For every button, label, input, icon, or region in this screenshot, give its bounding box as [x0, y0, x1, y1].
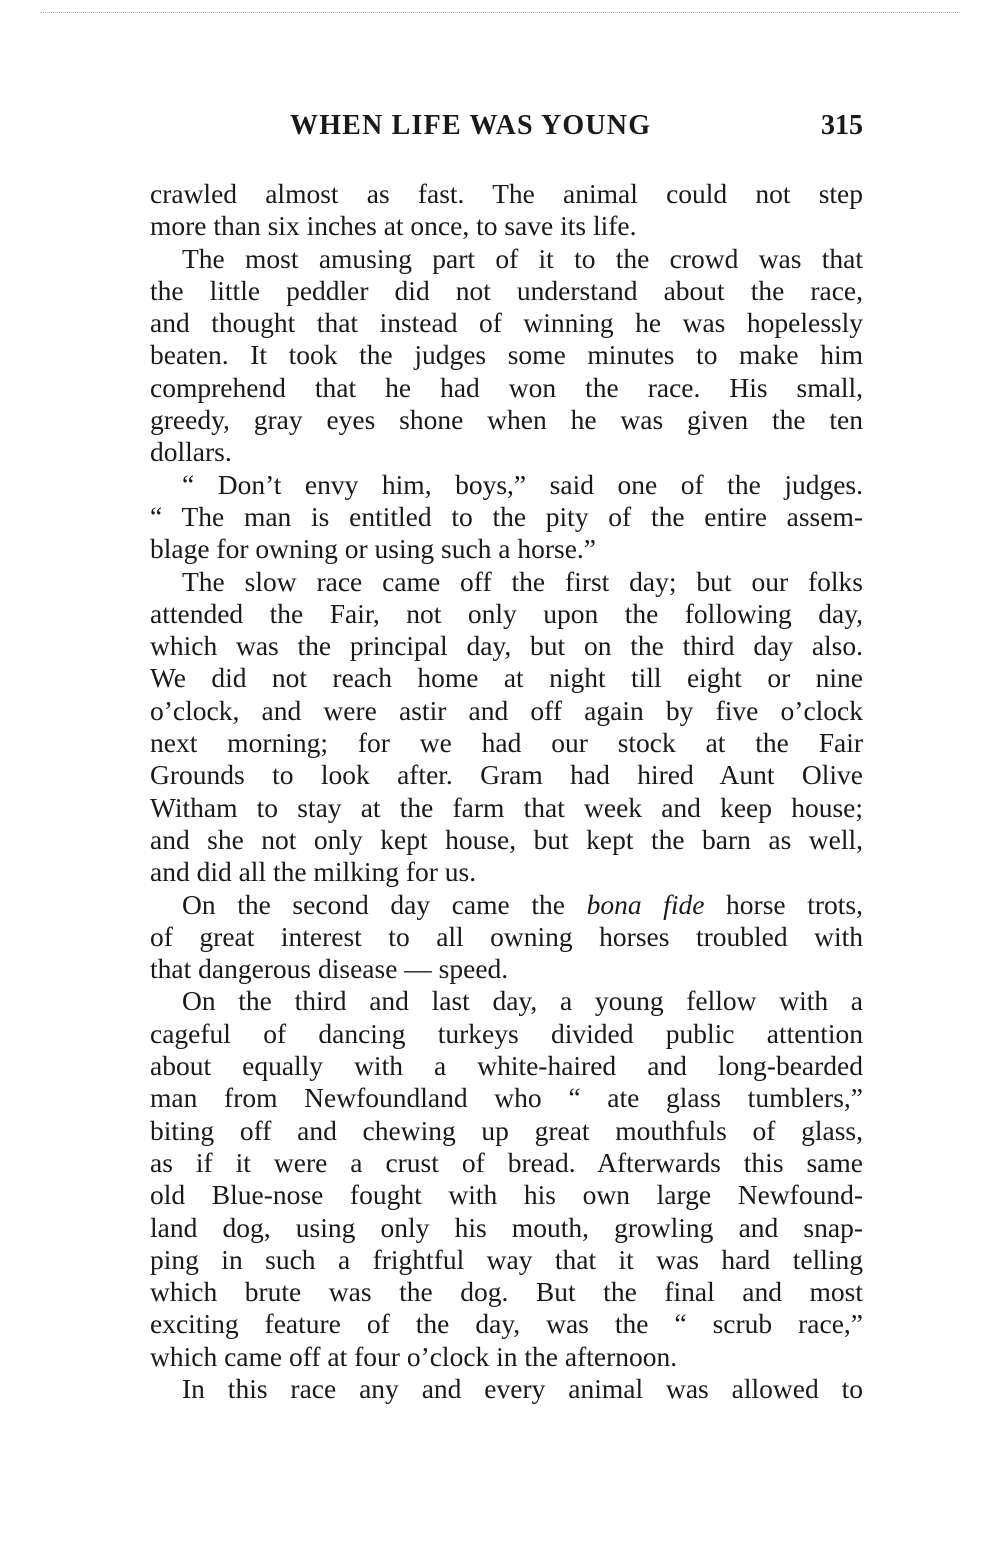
text-line: crawled almost as fast. The animal could not step	[150, 178, 863, 209]
text-line: The most amusing part of it to the crowd was that	[182, 242, 863, 274]
text-line: greedy, gray eyes shone when he was given the ten	[150, 404, 863, 436]
text-line: man from Newfoundland who “ ate glass tumblers,”	[150, 1082, 863, 1114]
text-line: “ The man is entitled to the pity of the entire assem-	[150, 500, 863, 532]
text-line: Grounds to look after. Gram had hired Aunt Olive	[150, 759, 863, 791]
text-line: of great interest to all owning horses troubled with	[150, 920, 863, 952]
text-line: that dangerous disease — speed.	[150, 953, 509, 985]
text-line: the little peddler did not understand about the race,	[150, 274, 863, 306]
running-head	[150, 106, 863, 146]
text-line: biting off and chewing up great mouthfuls of glass,	[150, 1114, 863, 1146]
text-line: and did all the milking for us.	[150, 856, 477, 888]
italic-phrase: bona fide	[586, 888, 705, 920]
text-line: ping in such a frightful way that it was hard telling	[150, 1243, 863, 1275]
text-line: o’clock, and were astir and off again by five o’clock	[150, 694, 863, 726]
text-line: which came off at four o’clock in the afternoon.	[150, 1340, 678, 1372]
page-top-edge	[40, 12, 960, 13]
text-line: On the second day came the bona fide horse trots,	[182, 888, 863, 920]
text-line: dollars.	[150, 436, 232, 468]
text-line: as if it were a crust of bread. Afterwards this same	[150, 1146, 863, 1178]
text-line: In this race any and every animal was allowed to	[182, 1372, 863, 1404]
text-line: next morning; for we had our stock at the Fair	[150, 727, 863, 759]
text-line: The slow race came off the first day; but our folks	[182, 565, 863, 597]
text-line: land dog, using only his mouth, growling and snap-	[150, 1211, 863, 1243]
text-line: which brute was the dog. But the final and most	[150, 1276, 863, 1308]
text-line: old Blue-nose fought with his own large Newfound-	[150, 1179, 863, 1211]
text-line: blage for owning or using such a horse.”	[150, 533, 597, 565]
text-line: and thought that instead of winning he was hopelessly	[150, 307, 863, 339]
running-head-title: WHEN LIFE WAS YOUNG	[290, 110, 652, 141]
page-number: 315	[821, 110, 863, 141]
text-line: exciting feature of the day, was the “ scrub race,”	[150, 1308, 863, 1340]
text-line: cageful of dancing turkeys divided public attention	[150, 1017, 863, 1049]
text-line: more than six inches at once, to save its life.	[150, 210, 637, 242]
body-text	[150, 178, 863, 1405]
text-line: and she not only kept house, but kept the barn as well,	[150, 823, 863, 855]
text-line: comprehend that he had won the race. His small,	[150, 371, 863, 403]
text-line: beaten. It took the judges some minutes to make him	[150, 339, 863, 371]
text-line: “ Don’t envy him, boys,” said one of the judges.	[182, 468, 863, 500]
text-line: Witham to stay at the farm that week and keep house;	[150, 791, 863, 823]
text-line: about equally with a white-haired and long-bearded	[150, 1050, 863, 1082]
text-line: On the third and last day, a young fellow with a	[182, 985, 863, 1017]
text-line: which was the principal day, but on the third day also.	[150, 630, 863, 662]
text-line: attended the Fair, not only upon the following day,	[150, 597, 863, 629]
text-line: We did not reach home at night till eight or nine	[150, 662, 863, 694]
